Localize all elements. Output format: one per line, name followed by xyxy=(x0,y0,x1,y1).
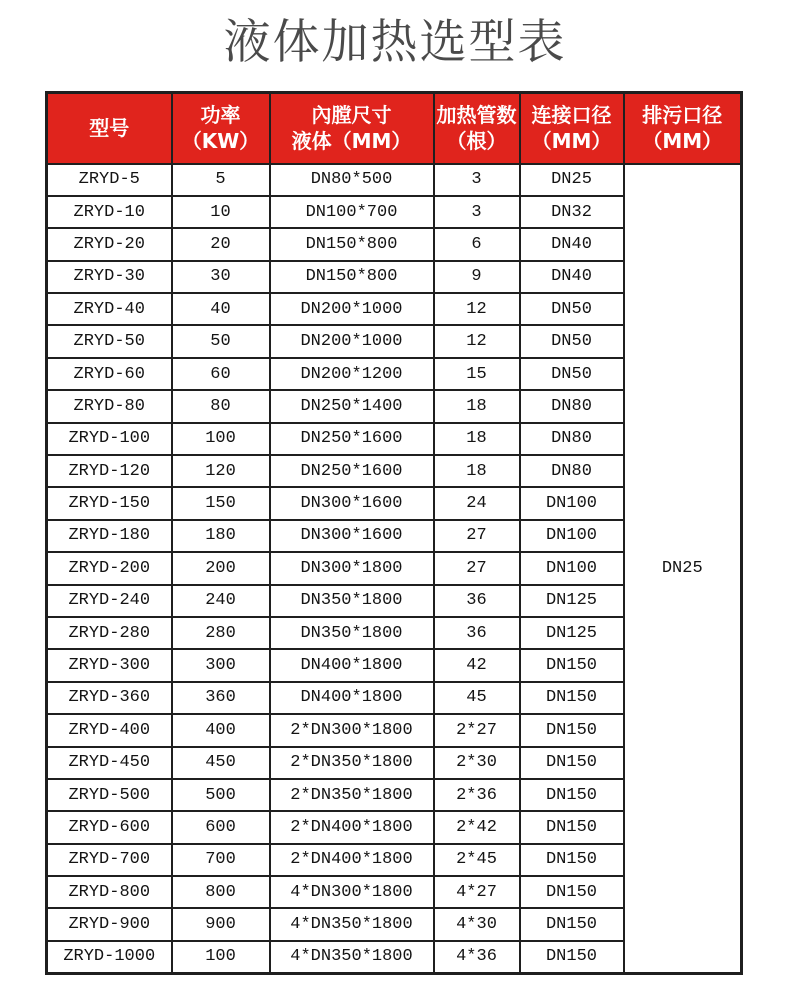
cell-power: 600 xyxy=(172,811,270,843)
table-header xyxy=(47,93,742,164)
cell-chamber: DN350*1800 xyxy=(270,617,434,649)
cell-chamber: 2*DN400*1800 xyxy=(270,844,434,876)
cell-chamber: DN250*1400 xyxy=(270,390,434,422)
cell-model: ZRYD-150 xyxy=(47,487,172,519)
cell-model: ZRYD-10 xyxy=(47,196,172,228)
cell-model: ZRYD-700 xyxy=(47,844,172,876)
cell-tubes: 18 xyxy=(434,423,520,455)
cell-model: ZRYD-120 xyxy=(47,455,172,487)
cell-connection: DN50 xyxy=(520,358,624,390)
cell-chamber: DN200*1000 xyxy=(270,325,434,357)
cell-tubes: 12 xyxy=(434,293,520,325)
cell-chamber: 4*DN350*1800 xyxy=(270,908,434,940)
cell-tubes: 3 xyxy=(434,196,520,228)
cell-connection: DN50 xyxy=(520,293,624,325)
cell-connection: DN150 xyxy=(520,682,624,714)
cell-tubes: 2*27 xyxy=(434,714,520,746)
cell-power: 100 xyxy=(172,941,270,973)
cell-power: 280 xyxy=(172,617,270,649)
cell-power: 5 xyxy=(172,164,270,196)
cell-power: 450 xyxy=(172,747,270,779)
cell-model: ZRYD-800 xyxy=(47,876,172,908)
cell-model: ZRYD-240 xyxy=(47,585,172,617)
cell-chamber: 2*DN350*1800 xyxy=(270,747,434,779)
column-header-drain: 排污口径 （MM） xyxy=(624,93,742,164)
cell-power: 80 xyxy=(172,390,270,422)
cell-model: ZRYD-60 xyxy=(47,358,172,390)
cell-tubes: 2*36 xyxy=(434,779,520,811)
cell-tubes: 9 xyxy=(434,261,520,293)
cell-chamber: DN80*500 xyxy=(270,164,434,196)
cell-power: 700 xyxy=(172,844,270,876)
cell-power: 200 xyxy=(172,552,270,584)
cell-connection: DN40 xyxy=(520,228,624,260)
cell-power: 10 xyxy=(172,196,270,228)
table-body xyxy=(47,164,742,974)
cell-connection: DN50 xyxy=(520,325,624,357)
cell-tubes: 42 xyxy=(434,649,520,681)
cell-connection: DN125 xyxy=(520,617,624,649)
cell-power: 50 xyxy=(172,325,270,357)
cell-chamber: DN100*700 xyxy=(270,196,434,228)
cell-connection: DN80 xyxy=(520,423,624,455)
cell-chamber: DN350*1800 xyxy=(270,585,434,617)
cell-model: ZRYD-5 xyxy=(47,164,172,196)
cell-model: ZRYD-300 xyxy=(47,649,172,681)
cell-model: ZRYD-450 xyxy=(47,747,172,779)
cell-model: ZRYD-180 xyxy=(47,520,172,552)
cell-tubes: 18 xyxy=(434,390,520,422)
cell-connection: DN150 xyxy=(520,941,624,973)
cell-chamber: 2*DN300*1800 xyxy=(270,714,434,746)
cell-power: 360 xyxy=(172,682,270,714)
cell-connection: DN150 xyxy=(520,844,624,876)
cell-chamber: 2*DN350*1800 xyxy=(270,779,434,811)
cell-tubes: 36 xyxy=(434,585,520,617)
cell-model: ZRYD-1000 xyxy=(47,941,172,973)
cell-model: ZRYD-400 xyxy=(47,714,172,746)
cell-connection: DN150 xyxy=(520,714,624,746)
cell-connection: DN40 xyxy=(520,261,624,293)
cell-model: ZRYD-20 xyxy=(47,228,172,260)
cell-tubes: 27 xyxy=(434,552,520,584)
column-header-connection: 连接口径 （MM） xyxy=(520,93,624,164)
cell-chamber: DN300*1800 xyxy=(270,552,434,584)
cell-power: 300 xyxy=(172,649,270,681)
cell-connection: DN80 xyxy=(520,390,624,422)
cell-connection: DN125 xyxy=(520,585,624,617)
cell-connection: DN150 xyxy=(520,649,624,681)
cell-chamber: 4*DN350*1800 xyxy=(270,941,434,973)
cell-tubes: 27 xyxy=(434,520,520,552)
cell-power: 400 xyxy=(172,714,270,746)
cell-model: ZRYD-200 xyxy=(47,552,172,584)
table-row xyxy=(47,164,742,196)
cell-connection: DN25 xyxy=(520,164,624,196)
cell-chamber: DN200*1200 xyxy=(270,358,434,390)
cell-tubes: 24 xyxy=(434,487,520,519)
cell-power: 180 xyxy=(172,520,270,552)
cell-model: ZRYD-40 xyxy=(47,293,172,325)
column-header-model: 型号 xyxy=(47,93,172,164)
column-header-power: 功率 （KW） xyxy=(172,93,270,164)
column-header-tubes: 加热管数 （根） xyxy=(434,93,520,164)
cell-power: 800 xyxy=(172,876,270,908)
cell-tubes: 18 xyxy=(434,455,520,487)
cell-model: ZRYD-30 xyxy=(47,261,172,293)
cell-connection: DN80 xyxy=(520,455,624,487)
cell-model: ZRYD-50 xyxy=(47,325,172,357)
cell-tubes: 2*45 xyxy=(434,844,520,876)
cell-model: ZRYD-600 xyxy=(47,811,172,843)
cell-power: 240 xyxy=(172,585,270,617)
cell-tubes: 4*36 xyxy=(434,941,520,973)
cell-connection: DN100 xyxy=(520,520,624,552)
cell-tubes: 4*27 xyxy=(434,876,520,908)
cell-tubes: 12 xyxy=(434,325,520,357)
cell-power: 20 xyxy=(172,228,270,260)
cell-chamber: DN300*1600 xyxy=(270,520,434,552)
column-header-chamber: 內膛尺寸 液体（MM） xyxy=(270,93,434,164)
cell-chamber: DN250*1600 xyxy=(270,455,434,487)
selection-table xyxy=(45,91,743,975)
cell-chamber: 4*DN300*1800 xyxy=(270,876,434,908)
cell-power: 120 xyxy=(172,455,270,487)
cell-model: ZRYD-280 xyxy=(47,617,172,649)
cell-model: ZRYD-500 xyxy=(47,779,172,811)
cell-chamber: DN300*1600 xyxy=(270,487,434,519)
cell-connection: DN100 xyxy=(520,487,624,519)
cell-tubes: 45 xyxy=(434,682,520,714)
cell-power: 900 xyxy=(172,908,270,940)
cell-tubes: 6 xyxy=(434,228,520,260)
cell-model: ZRYD-80 xyxy=(47,390,172,422)
cell-tubes: 2*42 xyxy=(434,811,520,843)
cell-tubes: 36 xyxy=(434,617,520,649)
cell-power: 40 xyxy=(172,293,270,325)
cell-tubes: 2*30 xyxy=(434,747,520,779)
cell-connection: DN150 xyxy=(520,876,624,908)
cell-power: 500 xyxy=(172,779,270,811)
cell-chamber: DN400*1800 xyxy=(270,682,434,714)
cell-chamber: DN150*800 xyxy=(270,228,434,260)
cell-chamber: DN150*800 xyxy=(270,261,434,293)
cell-model: ZRYD-360 xyxy=(47,682,172,714)
cell-connection: DN100 xyxy=(520,552,624,584)
cell-connection: DN150 xyxy=(520,908,624,940)
cell-chamber: DN400*1800 xyxy=(270,649,434,681)
cell-model: ZRYD-100 xyxy=(47,423,172,455)
cell-chamber: 2*DN400*1800 xyxy=(270,811,434,843)
cell-connection: DN150 xyxy=(520,779,624,811)
cell-connection: DN150 xyxy=(520,811,624,843)
cell-power: 60 xyxy=(172,358,270,390)
cell-power: 100 xyxy=(172,423,270,455)
cell-tubes: 15 xyxy=(434,358,520,390)
cell-tubes: 3 xyxy=(434,164,520,196)
cell-power: 150 xyxy=(172,487,270,519)
header-row xyxy=(47,93,742,164)
cell-model: ZRYD-900 xyxy=(47,908,172,940)
cell-chamber: DN250*1600 xyxy=(270,423,434,455)
cell-chamber: DN200*1000 xyxy=(270,293,434,325)
cell-connection: DN150 xyxy=(520,747,624,779)
cell-connection: DN32 xyxy=(520,196,624,228)
cell-drain-merged: DN25 xyxy=(624,164,742,974)
page-title: 液体加热选型表 xyxy=(223,15,567,70)
cell-tubes: 4*30 xyxy=(434,908,520,940)
cell-power: 30 xyxy=(172,261,270,293)
